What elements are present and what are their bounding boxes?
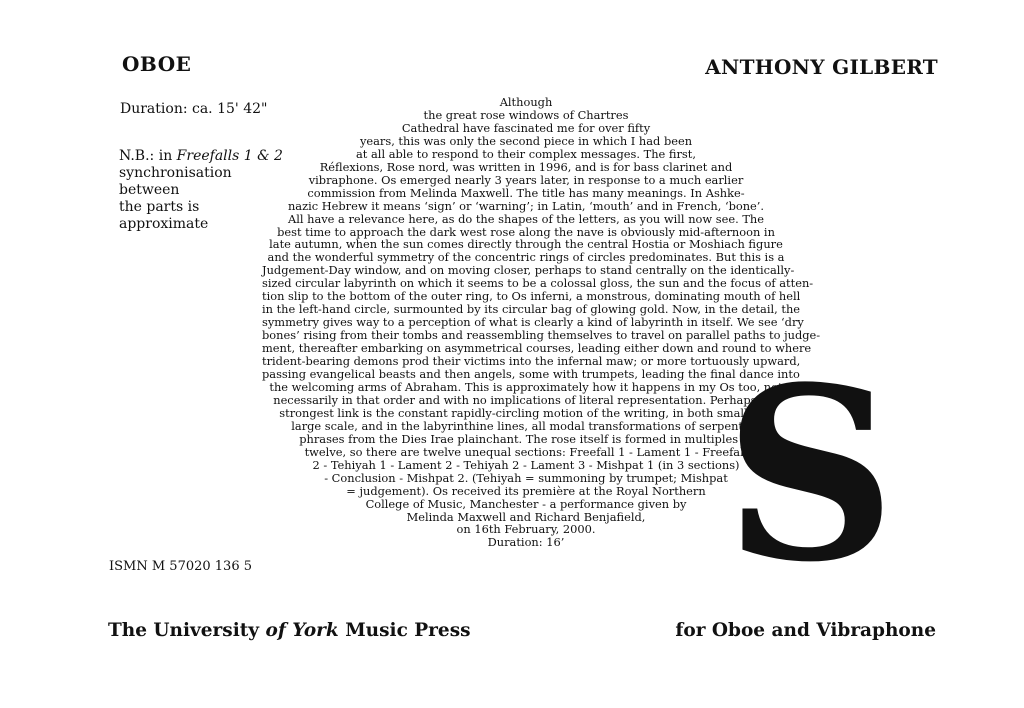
essay-line: phrases from the Dies Irae plainchant. The rose itself is formed in multiples of — [299, 431, 753, 446]
part-label: OBOE — [122, 52, 192, 76]
essay-line: late autumn, when the sun comes directly through the central Hostia or Moshiach figure — [269, 237, 783, 252]
instrumentation: for Oboe and Vibraphone — [675, 620, 936, 641]
nb-line-2: synchronisation between — [119, 165, 232, 198]
essay-line: strongest link is the constant rapidly-circling motion of the writing, in both small and — [279, 405, 773, 420]
essay-line: necessarily in that order and with no implications of literal representation. Perhaps the — [273, 392, 779, 407]
nb-prefix: N.B.: in — [119, 148, 177, 164]
essay-line: the welcoming arms of Abraham. This is approximately how it happens in my Os too, not — [269, 379, 783, 394]
essay-line: sized circular labyrinth on which it seems to be a colossal gloss, the sun and the focus of atten- — [262, 276, 814, 291]
essay-line: passing evangelical beasts and then angels, some with trumpets, leading the final dance into — [262, 367, 800, 382]
essay-line: tion slip to the bottom of the outer ring, to Os inferni, a monstrous, dominating mouth of hell — [262, 289, 801, 304]
essay-line: symmetry gives way to a perception of what is clearly a kind of labyrinth in itself. We see ‘dry — [262, 315, 804, 330]
nb-line-3: the parts is approximate — [119, 199, 209, 232]
essay-line: on 16th February, 2000. — [456, 522, 596, 537]
publisher-name — [108, 620, 471, 641]
essay-line: = judgement). Os received its première at the Royal Northern — [346, 483, 706, 498]
essay-line: in the left-hand circle, surmounted by its circular bag of glowing gold. Now, in the detail, the — [262, 302, 801, 317]
ismn-number: ISMN M 57020 136 5 — [109, 559, 253, 574]
essay-line: bones’ rising from their tombs and reassembling themselves to travel on parallel paths to judge- — [262, 328, 821, 343]
decorative-letter-s: S — [724, 336, 896, 615]
essay-line: Judgement-Day window, and on moving closer, perhaps to stand centrally on the identically- — [262, 263, 795, 278]
composer-name: ANTHONY GILBERT — [705, 55, 938, 79]
essay-line: 2 - Tehiyah 1 - Lament 2 - Tehiyah 2 - Lament 3 - Mishpat 1 (in 3 sections) — [312, 457, 740, 472]
essay-line: large scale, and in the labyrinthine lines, all modal transformations of serpentine — [291, 418, 761, 433]
nb-title: Freefalls 1 & 2 — [176, 148, 283, 164]
essay-line: at all able to respond to their complex messages. The first, — [356, 146, 696, 161]
essay-line: Réflexions, Rose nord, was written in 1996, and is for bass clarinet and — [319, 159, 733, 174]
essay-line: Although — [499, 95, 553, 109]
essay-line: twelve, so there are twelve unequal sections: Freefall 1 - Lament 1 - Freefall — [304, 444, 748, 459]
publisher-suffix: Music Press — [338, 620, 471, 641]
duration-note: Duration: ca. 15' 42" — [120, 101, 268, 117]
essay-line: All have a relevance here, as do the shapes of the letters, as you will now see. The — [287, 211, 764, 226]
publisher-italic: of York — [265, 620, 339, 641]
publisher-prefix: The University — [108, 620, 266, 641]
essay-line: best time to approach the dark west rose along the nave is obviously mid-afternoon in — [277, 224, 775, 239]
essay-line: - Conclusion - Mishpat 2. (Tehiyah = summoning by trumpet; Mishpat — [324, 470, 728, 485]
essay-line: commission from Melinda Maxwell. The title has many meanings. In Ashke- — [307, 185, 745, 200]
essay-line: and the wonderful symmetry of the concentric rings of circles predominates. But this is a — [267, 250, 785, 265]
essay-line: Cathedral have fascinated me for over fifty — [401, 120, 651, 135]
essay-line: Melinda Maxwell and Richard Benjafield, — [406, 509, 646, 524]
essay-line: years, this was only the second piece in which I had been — [359, 133, 693, 148]
essay-line: College of Music, Manchester - a performance given by — [365, 496, 687, 511]
essay-line: the great rose windows of Chartres — [423, 107, 629, 122]
essay-line: Duration: 16’ — [487, 535, 565, 550]
programme-note — [262, 95, 821, 550]
essay-line: vibraphone. Os emerged nearly 3 years later, in response to a much earlier — [308, 172, 744, 187]
essay-line: nazic Hebrew it means ‘sign’ or ‘warning’; in Latin, ‘mouth’ and in French, ‘bone’. — [287, 198, 765, 213]
essay-line: ment, thereafter embarking on asymmetrical courses, leading either down and round to where — [262, 341, 812, 356]
essay-line: trident-bearing demons prod their victims into the infernal maw; or more tortuously upward, — [262, 354, 801, 369]
